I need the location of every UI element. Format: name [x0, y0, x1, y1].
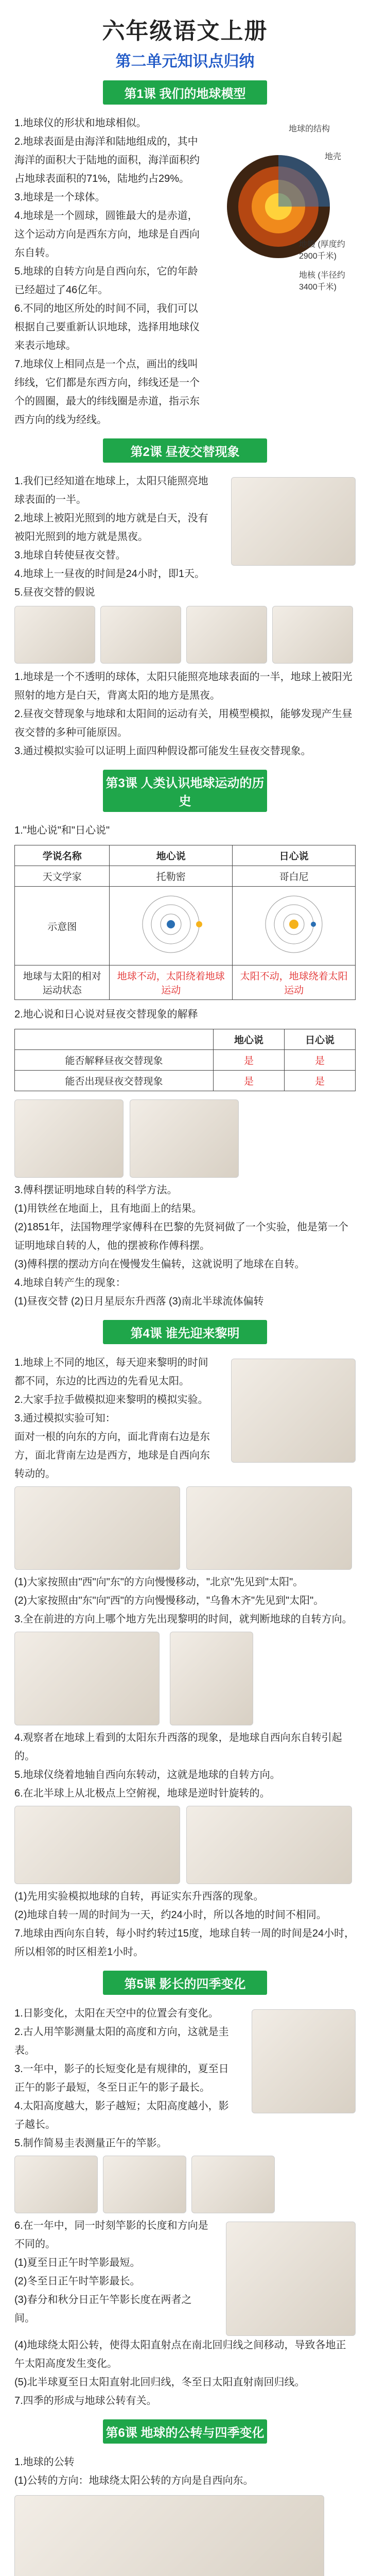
lesson-4-section — [0, 1353, 370, 1483]
table-header — [15, 1029, 214, 1050]
hypothesis-photo — [272, 606, 353, 664]
gnomon-photo — [252, 2009, 356, 2113]
lesson-2-item: 5.昼夜交替的假说 — [14, 587, 95, 598]
lesson-3-badge: 第3课 人类认识地球运动的历史 — [103, 770, 267, 812]
lesson-5-item: (3)春分和秋分日正午竿影长度在两者之间。 — [14, 2294, 192, 2324]
lesson-1-text — [0, 114, 222, 429]
shadow-photos — [0, 2153, 370, 2216]
earth-orbit-diagram — [14, 2495, 324, 2576]
earth-structure-figure — [222, 119, 356, 292]
table-cell: 太阳不动，地球绕着太阳运动 — [233, 965, 356, 1000]
hypothesis-photo — [186, 606, 267, 664]
lesson-5-item: 1.日影变化，太阳在天空中的位置会有变化。 — [14, 2008, 219, 2019]
lesson-2-item: 1.地球是一个不透明的球体，太阳只能照亮地球表面的一半，地球上被阳光照射的地方是白天，背离太阳的地方是黑夜。 — [14, 671, 353, 701]
table-header: 地心说 — [213, 1029, 284, 1050]
lesson-4-item: 3.全在前进的方向上哪个地方先出现黎明的时间，就判断地球的自转方向。 — [14, 1614, 353, 1625]
lesson-2-badge: 第2课 昼夜交替现象 — [103, 438, 267, 463]
lesson-2-item: 3.地球自转使昼夜交替。 — [14, 550, 126, 561]
table-cell: 托勒密 — [110, 866, 233, 887]
lesson-2-item: 3.通过模拟实验可以证明上面四种假设都可能发生昼夜交替现象。 — [14, 745, 311, 757]
explanation-table — [14, 1029, 356, 1091]
lesson-4-item: 2.大家手拉手做模拟迎来黎明的模拟实验。 — [14, 1394, 208, 1405]
lesson-1-item: 2.地球表面是由海洋和陆地组成的，其中海洋的面积大于陆地的面积，海洋面积约占地球表面积的71%，陆地约占29%。 — [14, 136, 200, 184]
lesson-4-badge: 第4课 谁先迎来黎明 — [103, 1320, 267, 1344]
lesson-4-text — [0, 1353, 231, 1483]
lesson-3-item: (3)傅科摆的摆动方向在慢慢发生偏转，这就说明了地球在自转。 — [14, 1259, 305, 1270]
lesson-5-item: (5)北半球夏至日太阳直射北回归线，冬至日太阳直射南回归线。 — [14, 2377, 305, 2388]
lesson-4-item: 7.地球由西向东自转，每小时约转过15度，地球自转一周的时间是24小时，所以相邻的时区相差1小时。 — [14, 1928, 355, 1958]
shadow-photo — [191, 2156, 275, 2213]
lesson-3-item: 3.傅科摆证明地球自转的科学方法。 — [14, 1184, 178, 1196]
dawn-simulation-photo — [231, 1359, 356, 1463]
lesson-5-section-2 — [0, 2216, 370, 2336]
earth-label-crust: 地壳 — [325, 152, 342, 161]
lesson-6-item: 1.地球的公转 — [14, 2456, 75, 2468]
lesson-1-item: 6.不同的地区所处的时间不同，我们可以根据自己要重新认识地球，选择用地球仪来表示地球。 — [14, 303, 200, 351]
document-title: 六年级语文上册 — [102, 19, 268, 44]
table-cell: 是 — [213, 1071, 284, 1091]
lesson-2-text — [0, 472, 231, 602]
lesson-5-section — [0, 2004, 370, 2153]
lesson-5-item: 7.四季的形成与地球公转有关。 — [14, 2395, 157, 2406]
geocentric-diagram — [110, 887, 233, 965]
document-subtitle: 第二单元知识点归纳 — [115, 53, 255, 70]
lesson-4-item: 5.地球仪绕着地轴自西向东转动，这就是地球的自转方向。 — [14, 1769, 280, 1781]
shadow-photo — [14, 2156, 98, 2213]
table-cell: 是 — [284, 1071, 355, 1091]
table-cell: 能否解释昼夜交替现象 — [15, 1050, 214, 1071]
lesson-3-item: (1)昼夜交替 (2)日月星辰东升西落 (3)南北半球流体偏转 — [14, 1296, 264, 1307]
table-header: 日心说 — [284, 1029, 355, 1050]
lesson-4-item: (2)大家按照由"东"向"西"的方向慢慢移动，"乌鲁木齐"先见到"太阳"。 — [14, 1595, 324, 1606]
geocentric-heliocentric-table — [14, 845, 356, 1000]
foucault-pendulum-photo — [130, 1099, 239, 1178]
lesson-4-item: (2)地球自转一周的时间为一天，约24小时，所以各地的时间不相同。 — [14, 1909, 327, 1921]
lesson-5-text-2 — [0, 2216, 226, 2328]
table-header: 学说名称 — [15, 845, 110, 866]
lesson-6-item: (1)公转的方向：地球绕太阳公转的方向是自西向东。 — [14, 2475, 254, 2486]
sunrise-photo — [14, 1632, 160, 1725]
chair-model-photo — [170, 1632, 253, 1725]
lesson-4-item: 3.通过模拟实验可知： — [14, 1413, 116, 1424]
shadow-photo — [103, 2156, 186, 2213]
lesson-3-item: (1)用铁丝在地面上，且有地面上的结果。 — [14, 1203, 202, 1214]
lesson-3-item: (2)1851年，法国物理学家傅科在巴黎的先贤祠做了一个实验，他是第一个证明地球自转的人，他的摆被称作傅科摆。 — [14, 1222, 348, 1251]
lesson-5-item: 5.制作简易圭表测量正午的竿影。 — [14, 2138, 167, 2149]
table-cell: 示意图 — [15, 887, 110, 965]
table-cell: 哥白尼 — [233, 866, 356, 887]
table-cell: 地球不动，太阳绕着地球运动 — [110, 965, 233, 1000]
lesson-4-item: 4.观察者在地球上看到的太阳东升西落的现象，是地球自西向东自转引起的。 — [14, 1732, 342, 1762]
earth-structure-diagram — [222, 119, 356, 289]
dawn-photo — [14, 1486, 180, 1570]
dawn-photos — [0, 1483, 370, 1573]
lesson-1-badge: 第1课 我们的地球模型 — [103, 80, 267, 105]
lesson-2-item: 4.地球上一昼夜的时间是24小时，即1天。 — [14, 568, 205, 580]
foucault-photos — [0, 1096, 370, 1181]
lesson-1-item: 7.地球仪上相同点是一个点，画出的线叫纬线，它们都是东西方向，纬线还是一个个的圆圈，最大的纬线圈是赤道，指示东西方向的线为经线。 — [14, 359, 200, 426]
lesson-5-item: 2.古人用竿影测量太阳的高度和方向，这就是圭表。 — [14, 2026, 229, 2056]
lesson-5-item: (2)冬至日正午时竿影最长。 — [14, 2276, 140, 2287]
table-cell: 天文学家 — [15, 866, 110, 887]
table-cell: 是 — [213, 1050, 284, 1071]
heliocentric-diagram-svg — [253, 891, 335, 958]
lesson-2-section — [0, 472, 370, 602]
lesson-5-item: 6.在一年中，同一时刻竿影的长度和方向是不同的。 — [14, 2220, 208, 2250]
lesson-1-item: 3.地球是一个球体。 — [14, 192, 105, 203]
hypothesis-photo — [100, 606, 181, 664]
lesson-1-item: 1.地球仪的形状和地球相似。 — [14, 117, 147, 129]
dawn-photo — [186, 1486, 352, 1570]
lesson-5-item: (1)夏至日正午时竿影最短。 — [14, 2257, 140, 2268]
hypothesis-photo — [14, 606, 95, 664]
lesson-4-item: 1.地球上不同的地区，每天迎来黎明的时间都不同，东边的比西边的先看见太阳。 — [14, 1357, 208, 1387]
earth-label-mantle: 地幔 (厚度约2900千米) — [299, 240, 345, 261]
lesson-4-item: 6.在北半球上从北极点上空俯视，地球是逆时针旋转的。 — [14, 1788, 270, 1799]
lesson-5-item: 4.太阳高度越大，影子越短；太阳高度越小，影子越长。 — [14, 2100, 229, 2130]
lesson-4-item: 面对一根的向东的方向，面北背南右边是东方，面北背南左边是西方，地球是自西向东转动的。 — [14, 1431, 210, 1480]
lesson-4-item: (1)先用实验模拟地球的自转，再证实东升西落的现象。 — [14, 1891, 264, 1902]
lesson-4-figures — [0, 1629, 370, 1728]
table-cell: 是 — [284, 1050, 355, 1071]
lesson-3-intro-2: 2.地心说和日心说对昼夜交替现象的解释 — [14, 1009, 198, 1020]
table-cell: 能否出现昼夜交替现象 — [15, 1071, 214, 1091]
earth-label-top: 地球的结构 — [289, 125, 330, 133]
globe-photo — [14, 1806, 180, 1884]
lesson-5-item: (4)地球绕太阳公转，使得太阳直射点在南北回归线之间移动，导致各地正午太阳高度发生变化。 — [14, 2340, 346, 2369]
lesson-2-item: 1.我们已经知道在地球上，太阳只能照亮地球表面的一半。 — [14, 476, 208, 505]
day-night-illustration — [231, 477, 356, 566]
lesson-5-badge: 第5课 影长的四季变化 — [103, 1971, 267, 1995]
lesson-2-item: 2.昼夜交替现象与地球和太阳间的运动有关，用模型模拟，能够发现产生昼夜交替的多种可能原因。 — [14, 708, 353, 738]
shadow-diagram — [226, 2222, 356, 2336]
lesson-1-section — [0, 114, 370, 429]
lesson-3-item: 4.地球自转产生的现象： — [14, 1277, 126, 1289]
table-header: 地心说 — [110, 845, 233, 866]
lesson-6-badge: 第6课 地球的公转与四季变化 — [103, 2419, 267, 2444]
lesson-3-intro: 1."地心说"和"日心说" — [14, 825, 110, 836]
geocentric-diagram-svg — [130, 891, 212, 958]
hypothesis-photos — [0, 602, 370, 668]
lesson-1-item: 5.地球的自转方向是自西向东，它的年龄已经超过了46亿年。 — [14, 266, 198, 296]
lesson-2-item: 2.地球上被阳光照到的地方就是白天，没有被阳光照到的地方就是黑夜。 — [14, 513, 208, 543]
heliocentric-diagram — [233, 887, 356, 965]
table-header: 日心说 — [233, 845, 356, 866]
globe-photo — [186, 1806, 352, 1884]
globe-photos — [0, 1803, 370, 1887]
foucault-pendulum-photo — [14, 1099, 124, 1178]
table-cell: 地球与太阳的相对运动状态 — [15, 965, 110, 1000]
lesson-5-text — [0, 2004, 252, 2153]
lesson-4-item: (1)大家按照由"西"向"东"的方向慢慢移动，"北京"先见到"太阳"。 — [14, 1577, 304, 1588]
earth-label-core: 地核 (半径约3400千米) — [299, 271, 345, 292]
lesson-5-item: 3.一年中，影子的长短变化是有规律的，夏至日正午的影子最短，冬至日正午的影子最长。 — [14, 2063, 229, 2093]
lesson-1-item: 4.地球是一个圆球，圆锥最大的是赤道，这个运动方向是西东方向，地球是自西向东自转。 — [14, 210, 200, 259]
